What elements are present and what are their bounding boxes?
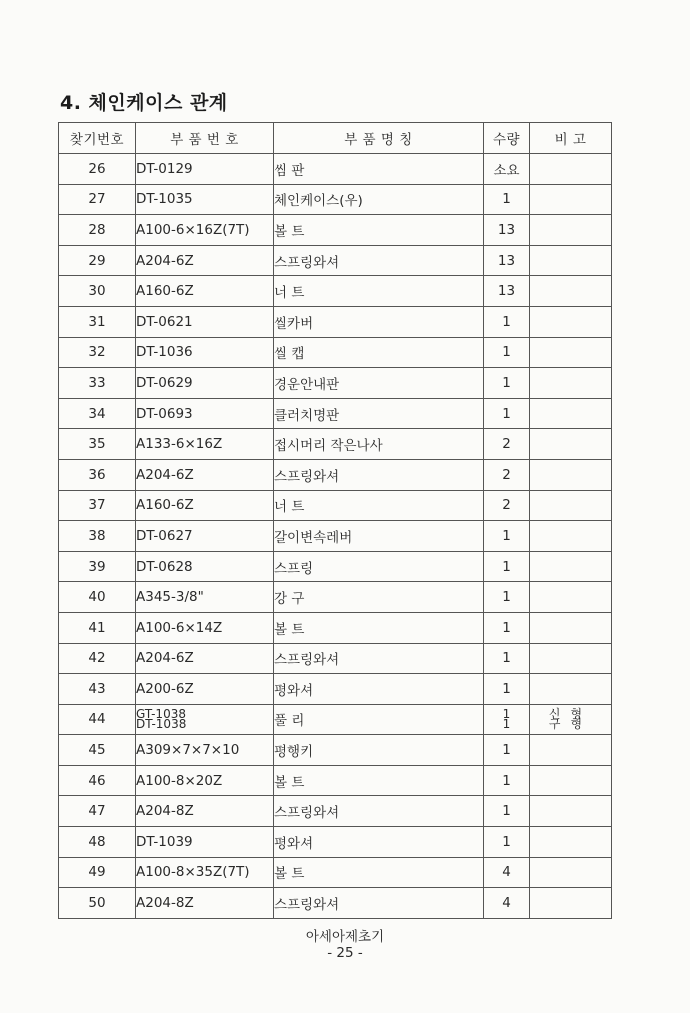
table-row xyxy=(59,398,612,429)
cell-part-name: 체인케이스(우) xyxy=(274,184,484,215)
header-part-name: 부 품 명 칭 xyxy=(274,123,484,154)
table-row xyxy=(59,184,612,215)
cell-part-name: 씰 캡 xyxy=(274,337,484,368)
table-row xyxy=(59,796,612,827)
cell-find-number: 41 xyxy=(59,612,136,643)
cell-quantity: 2 xyxy=(484,429,530,460)
cell-part-name: 평행키 xyxy=(274,735,484,766)
cell-quantity: 1 xyxy=(484,796,530,827)
cell-remarks xyxy=(530,368,612,399)
cell-quantity: 1 xyxy=(484,827,530,858)
cell-remarks xyxy=(530,245,612,276)
cell-quantity: 1 xyxy=(484,674,530,705)
table-row xyxy=(59,551,612,582)
cell-find-number: 49 xyxy=(59,857,136,888)
cell-find-number: 33 xyxy=(59,368,136,399)
table-row xyxy=(59,337,612,368)
cell-remarks xyxy=(530,857,612,888)
cell-find-number: 39 xyxy=(59,551,136,582)
table-row xyxy=(59,245,612,276)
cell-remarks xyxy=(530,888,612,919)
table-row xyxy=(59,582,612,613)
header-remarks: 비 고 xyxy=(530,123,612,154)
table-row xyxy=(59,888,612,919)
cell-remarks-line-2: 구형 xyxy=(548,717,593,732)
cell-part-name: 볼 트 xyxy=(274,765,484,796)
header-find-number: 찾기번호 xyxy=(59,123,136,154)
cell-quantity: 13 xyxy=(484,245,530,276)
cell-find-number: 50 xyxy=(59,888,136,919)
cell-remarks xyxy=(530,184,612,215)
table-row xyxy=(59,857,612,888)
cell-quantity: 1 xyxy=(484,306,530,337)
table-row xyxy=(59,459,612,490)
cell-part-number-line-1: GT-1038 xyxy=(136,707,186,722)
cell-part-name: 갈이변속레버 xyxy=(274,521,484,552)
cell-part-number: A133-6×16Z xyxy=(136,429,274,460)
cell-part-number-line-2: DT-1038 xyxy=(136,717,187,732)
cell-remarks xyxy=(530,582,612,613)
cell-quantity: 1 xyxy=(484,337,530,368)
table-row xyxy=(59,612,612,643)
cell-part-number: DT-1036 xyxy=(136,337,274,368)
cell-quantity: 1 xyxy=(484,368,530,399)
cell-find-number: 38 xyxy=(59,521,136,552)
cell-remarks xyxy=(530,429,612,460)
cell-quantity: 1 xyxy=(484,582,530,613)
table-row xyxy=(59,827,612,858)
cell-quantity xyxy=(484,704,530,735)
cell-part-number: A160-6Z xyxy=(136,276,274,307)
cell-part-number: A100-6×14Z xyxy=(136,612,274,643)
table-row xyxy=(59,704,612,735)
cell-part-name: 씰카버 xyxy=(274,306,484,337)
table-row xyxy=(59,368,612,399)
table-row xyxy=(59,154,612,185)
cell-quantity: 4 xyxy=(484,857,530,888)
cell-remarks xyxy=(530,490,612,521)
cell-part-name: 경운안내판 xyxy=(274,368,484,399)
cell-find-number: 27 xyxy=(59,184,136,215)
table-row xyxy=(59,521,612,552)
cell-quantity: 2 xyxy=(484,490,530,521)
cell-remarks xyxy=(530,643,612,674)
cell-remarks xyxy=(530,551,612,582)
table-row xyxy=(59,643,612,674)
page-number: - 25 - xyxy=(327,945,363,961)
cell-part-name: 스프링와셔 xyxy=(274,643,484,674)
table-header-row xyxy=(59,123,612,154)
cell-remarks xyxy=(530,154,612,185)
cell-part-number: DT-0628 xyxy=(136,551,274,582)
cell-find-number: 31 xyxy=(59,306,136,337)
cell-part-number: DT-0621 xyxy=(136,306,274,337)
cell-part-number: DT-1039 xyxy=(136,827,274,858)
cell-remarks xyxy=(530,796,612,827)
cell-find-number: 28 xyxy=(59,215,136,246)
cell-part-number: A204-6Z xyxy=(136,459,274,490)
cell-find-number: 40 xyxy=(59,582,136,613)
table-row xyxy=(59,429,612,460)
cell-find-number: 47 xyxy=(59,796,136,827)
section-title: 4. 체인케이스 관계 xyxy=(60,92,228,114)
cell-part-name: 스프링와셔 xyxy=(274,459,484,490)
cell-find-number: 42 xyxy=(59,643,136,674)
cell-remarks xyxy=(530,306,612,337)
cell-remarks xyxy=(530,704,612,735)
cell-remarks xyxy=(530,398,612,429)
table-row xyxy=(59,276,612,307)
cell-part-number: A204-8Z xyxy=(136,796,274,827)
cell-remarks xyxy=(530,765,612,796)
cell-quantity-line-2: 1 xyxy=(502,717,511,732)
cell-part-name: 스프링와셔 xyxy=(274,245,484,276)
cell-quantity: 2 xyxy=(484,459,530,490)
cell-part-number: A100-6×16Z(7T) xyxy=(136,215,274,246)
cell-part-number: DT-0129 xyxy=(136,154,274,185)
cell-find-number: 30 xyxy=(59,276,136,307)
cell-find-number: 32 xyxy=(59,337,136,368)
cell-quantity: 1 xyxy=(484,184,530,215)
cell-quantity: 소요 xyxy=(484,154,530,185)
cell-part-number: DT-0627 xyxy=(136,521,274,552)
cell-part-name: 스프링와셔 xyxy=(274,796,484,827)
cell-part-number: A204-6Z xyxy=(136,643,274,674)
cell-part-number xyxy=(136,704,274,735)
cell-find-number: 34 xyxy=(59,398,136,429)
cell-part-name: 풀 리 xyxy=(274,704,484,735)
cell-part-name: 스프링 xyxy=(274,551,484,582)
cell-quantity: 1 xyxy=(484,735,530,766)
cell-part-name: 볼 트 xyxy=(274,215,484,246)
cell-quantity: 1 xyxy=(484,612,530,643)
cell-part-name: 평와셔 xyxy=(274,827,484,858)
cell-quantity: 1 xyxy=(484,521,530,552)
cell-find-number: 26 xyxy=(59,154,136,185)
footer-model-name: 아세아제초기 xyxy=(305,929,385,945)
cell-remarks xyxy=(530,276,612,307)
table-body xyxy=(59,154,612,919)
cell-remarks xyxy=(530,674,612,705)
cell-part-name: 클러치명판 xyxy=(274,398,484,429)
cell-remarks xyxy=(530,215,612,246)
header-quantity: 수량 xyxy=(484,123,530,154)
cell-find-number: 44 xyxy=(59,704,136,735)
cell-quantity: 13 xyxy=(484,276,530,307)
table-row xyxy=(59,215,612,246)
cell-part-number: DT-1035 xyxy=(136,184,274,215)
cell-remarks xyxy=(530,459,612,490)
cell-part-name: 너 트 xyxy=(274,276,484,307)
cell-quantity: 4 xyxy=(484,888,530,919)
cell-part-name: 볼 트 xyxy=(274,612,484,643)
cell-quantity-line-1: 1 xyxy=(502,707,511,722)
cell-part-number: A204-8Z xyxy=(136,888,274,919)
header-part-number: 부 품 번 호 xyxy=(136,123,274,154)
cell-find-number: 37 xyxy=(59,490,136,521)
cell-find-number: 35 xyxy=(59,429,136,460)
cell-part-number: A100-8×20Z xyxy=(136,765,274,796)
cell-part-name: 씸 판 xyxy=(274,154,484,185)
cell-part-name: 스프링와셔 xyxy=(274,888,484,919)
cell-find-number: 43 xyxy=(59,674,136,705)
cell-find-number: 48 xyxy=(59,827,136,858)
cell-quantity: 1 xyxy=(484,765,530,796)
table-row xyxy=(59,735,612,766)
cell-quantity: 1 xyxy=(484,398,530,429)
cell-part-name: 접시머리 작은나사 xyxy=(274,429,484,460)
table-row xyxy=(59,490,612,521)
table-row xyxy=(59,674,612,705)
cell-part-number: A204-6Z xyxy=(136,245,274,276)
cell-part-name: 강 구 xyxy=(274,582,484,613)
cell-part-number: A100-8×35Z(7T) xyxy=(136,857,274,888)
cell-part-number: A309×7×7×10 xyxy=(136,735,274,766)
cell-part-number: A160-6Z xyxy=(136,490,274,521)
parts-table xyxy=(58,122,612,919)
cell-remarks-line-1: 신형 xyxy=(548,707,593,722)
cell-find-number: 29 xyxy=(59,245,136,276)
cell-quantity: 1 xyxy=(484,551,530,582)
cell-find-number: 46 xyxy=(59,765,136,796)
cell-part-number: A345-3/8" xyxy=(136,582,274,613)
table-row xyxy=(59,765,612,796)
cell-find-number: 45 xyxy=(59,735,136,766)
cell-part-name: 너 트 xyxy=(274,490,484,521)
cell-remarks xyxy=(530,735,612,766)
cell-part-number: A200-6Z xyxy=(136,674,274,705)
cell-find-number: 36 xyxy=(59,459,136,490)
cell-quantity: 1 xyxy=(484,643,530,674)
table-row xyxy=(59,306,612,337)
cell-quantity: 13 xyxy=(484,215,530,246)
cell-part-name: 평와셔 xyxy=(274,674,484,705)
cell-remarks xyxy=(530,521,612,552)
cell-remarks xyxy=(530,337,612,368)
cell-remarks xyxy=(530,827,612,858)
cell-part-number: DT-0693 xyxy=(136,398,274,429)
cell-part-number: DT-0629 xyxy=(136,368,274,399)
cell-remarks xyxy=(530,612,612,643)
cell-part-name: 볼 트 xyxy=(274,857,484,888)
